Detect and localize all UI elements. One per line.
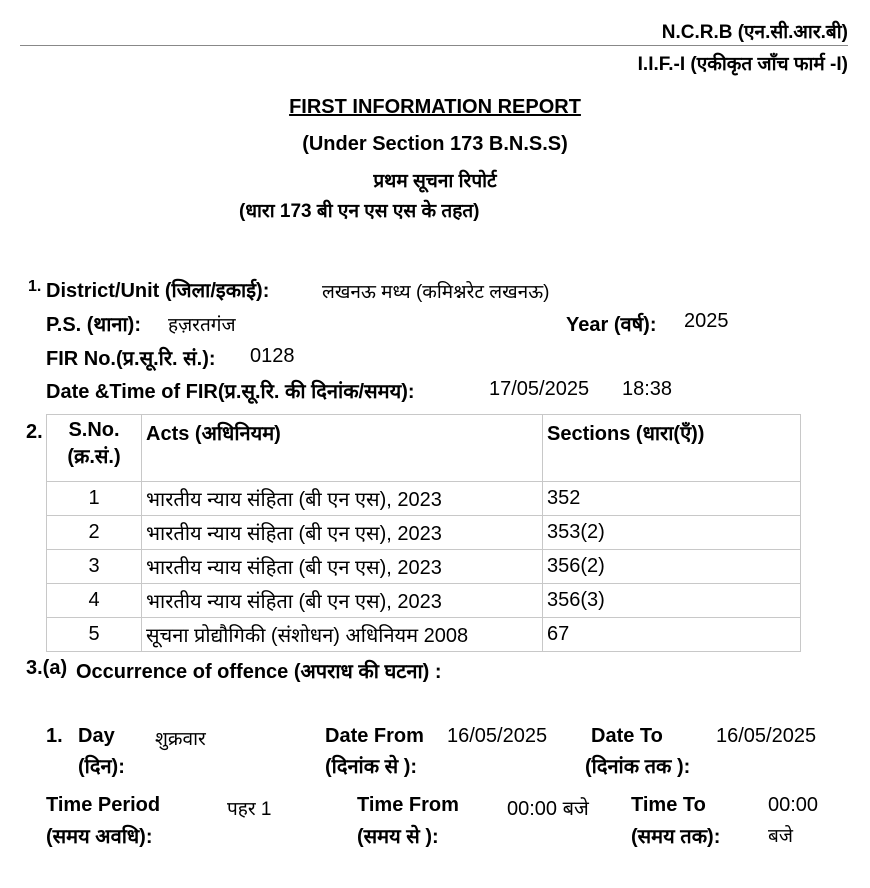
occurrence-label: Occurrence of offence (अपराध की घटना) : bbox=[76, 661, 442, 683]
section2-number: 2. bbox=[26, 421, 43, 443]
day-value: शुक्रवार bbox=[155, 729, 206, 750]
time-to-label: Time To bbox=[631, 794, 706, 816]
row-section: 353(2) bbox=[543, 516, 801, 550]
date-from-label: Date From bbox=[325, 725, 424, 747]
date-to-label-hindi: (दिनांक तक ): bbox=[585, 756, 691, 778]
fir-time-value: 18:38 bbox=[622, 378, 673, 400]
acts-table-header bbox=[47, 415, 801, 482]
date-to-value: 16/05/2025 bbox=[716, 725, 817, 747]
date-to-label: Date To bbox=[591, 725, 663, 747]
row-sno: 4 bbox=[47, 584, 142, 618]
occurrence-item-number: 1. bbox=[46, 725, 63, 747]
date-from-value: 16/05/2025 bbox=[447, 725, 548, 747]
fir-datetime-label: Date &Time of FIR(प्र.सू.रि. की दिनांक/समय): bbox=[46, 381, 415, 403]
iif-header: I.I.F.-I (एकीकृत जाँच फार्म -I) bbox=[637, 54, 848, 75]
year-label: Year (वर्ष): bbox=[566, 314, 657, 336]
report-subtitle-hindi: (धारा 173 बी एन एस एस के तहत) bbox=[239, 201, 480, 222]
time-to-label-hindi: (समय तक): bbox=[631, 826, 721, 848]
acts-column-header: Acts (अधिनियम) bbox=[142, 415, 543, 482]
table-row bbox=[47, 482, 801, 516]
day-label-hindi: (दिन): bbox=[78, 756, 125, 778]
table-row bbox=[47, 584, 801, 618]
section3-number: 3.(a) bbox=[26, 657, 68, 679]
row-act: भारतीय न्याय संहिता (बी एन एस), 2023 bbox=[142, 516, 543, 550]
row-section: 67 bbox=[543, 618, 801, 652]
time-period-label-hindi: (समय अवधि): bbox=[46, 826, 153, 848]
report-subtitle: (Under Section 173 B.N.S.S) bbox=[302, 133, 568, 155]
table-row bbox=[47, 516, 801, 550]
district-value: लखनऊ मध्य (कमिश्नरेट लखनऊ) bbox=[322, 282, 550, 303]
time-period-label: Time Period bbox=[46, 794, 161, 816]
table-row bbox=[47, 618, 801, 652]
police-station-label: P.S. (थाना): bbox=[46, 314, 141, 336]
section1-number: 1. bbox=[28, 278, 42, 295]
time-from-label-hindi: (समय से ): bbox=[357, 826, 439, 848]
ncrb-header: N.C.R.B (एन.सी.आर.बी) bbox=[661, 22, 848, 43]
time-from-label: Time From bbox=[357, 794, 459, 816]
report-title-hindi: प्रथम सूचना रिपोर्ट bbox=[373, 171, 497, 192]
time-to-value: 00:00 bbox=[768, 794, 819, 816]
police-station-value: हज़रतगंज bbox=[168, 315, 236, 336]
report-title-text: FIRST INFORMATION REPORT bbox=[289, 96, 581, 118]
row-section: 356(3) bbox=[543, 584, 801, 618]
row-sno: 1 bbox=[47, 482, 142, 516]
time-period-value: पहर 1 bbox=[227, 799, 272, 820]
fir-number-value: 0128 bbox=[250, 345, 295, 367]
row-act: भारतीय न्याय संहिता (बी एन एस), 2023 bbox=[142, 550, 543, 584]
sno-column-header bbox=[47, 415, 142, 482]
row-act: भारतीय न्याय संहिता (बी एन एस), 2023 bbox=[142, 482, 543, 516]
fir-number-label: FIR No.(प्र.सू.रि. सं.): bbox=[46, 348, 216, 370]
table-row bbox=[47, 550, 801, 584]
row-act: भारतीय न्याय संहिता (बी एन एस), 2023 bbox=[142, 584, 543, 618]
row-act: सूचना प्रोद्यौगिकी (संशोधन) अधिनियम 2008 bbox=[142, 618, 543, 652]
time-to-unit: बजे bbox=[768, 826, 793, 847]
header-divider bbox=[20, 45, 848, 46]
sections-column-header: Sections (धारा(एँ)) bbox=[543, 415, 801, 482]
report-title bbox=[0, 96, 870, 119]
row-sno: 3 bbox=[47, 550, 142, 584]
row-sno: 2 bbox=[47, 516, 142, 550]
year-value: 2025 bbox=[684, 310, 729, 332]
sno-header-hi: (क्र.सं.) bbox=[67, 446, 121, 468]
acts-table bbox=[46, 414, 801, 652]
sno-header-en: S.No. bbox=[68, 419, 120, 441]
time-from-value: 00:00 बजे bbox=[507, 798, 589, 820]
row-sno: 5 bbox=[47, 618, 142, 652]
fir-date-value: 17/05/2025 bbox=[489, 378, 590, 400]
row-section: 352 bbox=[543, 482, 801, 516]
district-label: District/Unit (जिला/इकाई): bbox=[46, 280, 270, 302]
day-label: Day bbox=[78, 725, 115, 747]
row-section: 356(2) bbox=[543, 550, 801, 584]
date-from-label-hindi: (दिनांक से ): bbox=[325, 756, 418, 778]
